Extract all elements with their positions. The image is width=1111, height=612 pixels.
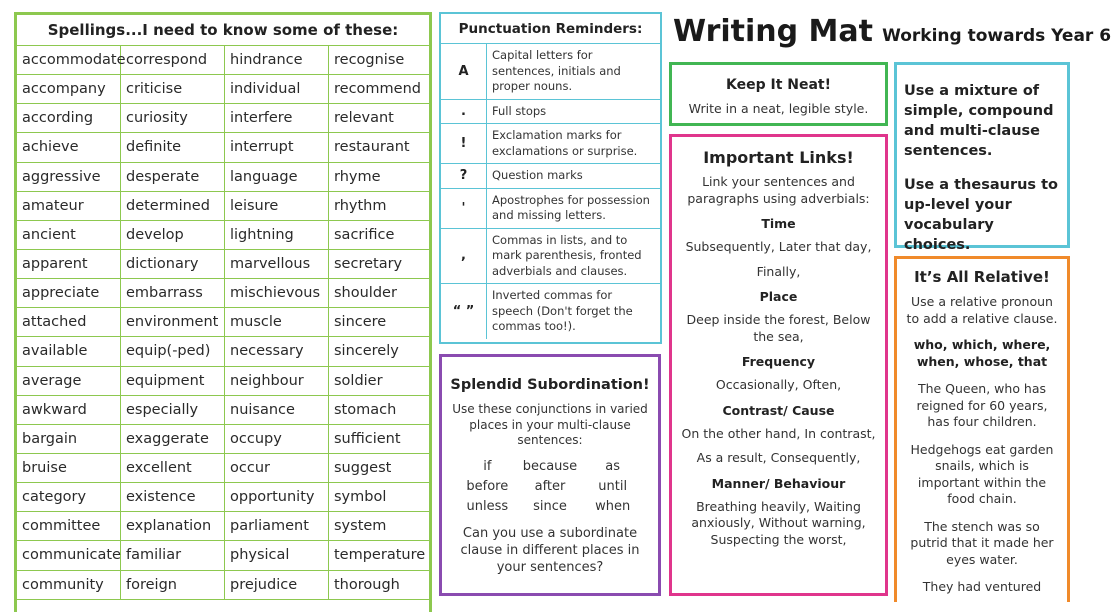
spelling-word: available <box>17 337 121 366</box>
spelling-word: individual <box>225 75 329 104</box>
conjunction-word: until <box>598 478 628 494</box>
spelling-word: prejudice <box>225 571 329 600</box>
spelling-word: shoulder <box>329 279 429 308</box>
spelling-word: develop <box>121 221 225 250</box>
adverbial-heading: Place <box>759 289 798 304</box>
punctuation-description: Exclamation marks for exclamations or surprise. <box>492 128 638 158</box>
spelling-word: suggest <box>329 454 429 483</box>
conjunction-word: unless <box>466 498 509 514</box>
spelling-word: achieve <box>17 133 121 162</box>
adverbial-examples: As a result, Consequently, <box>696 450 861 465</box>
spelling-word: hindrance <box>225 46 329 75</box>
spelling-word: embarrass <box>121 279 225 308</box>
punctuation-symbol: ' <box>441 189 487 228</box>
punctuation-row <box>441 189 660 229</box>
conjunction-word: after <box>534 478 566 494</box>
thesaurus-tip: Use a thesaurus to up-level your vocabulary choices. <box>904 177 1058 253</box>
spelling-word: recognise <box>329 46 429 75</box>
adverbial-examples: Deep inside the forest, Below the sea, <box>686 312 871 344</box>
spellings-title: Spellings...I need to know some of these: <box>17 15 429 46</box>
relative-panel <box>894 256 1070 602</box>
spelling-word: appreciate <box>17 279 121 308</box>
punctuation-symbol: . <box>441 100 487 124</box>
spelling-word: desperate <box>121 163 225 192</box>
spelling-word: awkward <box>17 396 121 425</box>
relative-pronouns: who, which, where, when, whose, that <box>913 337 1051 369</box>
adverbial-examples: Occasionally, Often, <box>715 377 842 392</box>
spelling-word: ancient <box>17 221 121 250</box>
relative-example: The Queen, who has reigned for 60 years, has four children. <box>916 381 1048 429</box>
spelling-word: nuisance <box>225 396 329 425</box>
relative-examples <box>897 381 1067 596</box>
spelling-word: relevant <box>329 104 429 133</box>
spelling-word: system <box>329 512 429 541</box>
punctuation-symbol: , <box>441 229 487 284</box>
punctuation-table <box>441 44 660 339</box>
links-title: Important Links! <box>703 148 854 167</box>
spelling-word: amateur <box>17 192 121 221</box>
spelling-word: dictionary <box>121 250 225 279</box>
spelling-word: accommodate <box>17 46 121 75</box>
adverbial-heading: Time <box>761 216 796 231</box>
spelling-word: according <box>17 104 121 133</box>
conjunction-word: if <box>483 458 492 474</box>
spelling-word: excellent <box>121 454 225 483</box>
important-links-panel <box>669 134 888 596</box>
adverbial-heading: Frequency <box>741 354 816 369</box>
punctuation-description: Commas in lists, and to mark parenthesis, fronted adverbials and clauses. <box>492 232 642 278</box>
links-intro: Link your sentences and paragraphs using adverbials: <box>687 174 870 206</box>
relative-title: It’s All Relative! <box>914 268 1050 286</box>
spelling-word: marvellous <box>225 250 329 279</box>
adverbial-heading: Manner/ Behaviour <box>711 475 846 491</box>
spelling-word: category <box>17 483 121 512</box>
subordination-panel <box>439 354 661 596</box>
punctuation-description: Inverted commas for speech (Don't forget the commas too!). <box>492 288 633 333</box>
spelling-word: sufficient <box>329 425 429 454</box>
punctuation-row <box>441 229 660 285</box>
conjunction-word: since <box>533 498 567 514</box>
adverbial-heading: Contrast/ Cause <box>722 402 835 418</box>
spelling-word: mischievous <box>225 279 329 308</box>
relative-intro: Use a relative pronoun to add a relative clause. <box>906 294 1058 326</box>
spellings-table <box>17 46 429 600</box>
spelling-word: curiosity <box>121 104 225 133</box>
spelling-word: aggressive <box>17 163 121 192</box>
spelling-word: rhyme <box>329 163 429 192</box>
punctuation-row <box>441 164 660 189</box>
conjunction-list <box>456 459 644 514</box>
adverbial-sections <box>672 216 885 548</box>
subordination-question: Can you use a subordinate clause in different places in your sentences? <box>460 525 640 575</box>
spelling-word: sacrifice <box>329 221 429 250</box>
spelling-word: occur <box>225 454 329 483</box>
spelling-word: secretary <box>329 250 429 279</box>
spelling-word: community <box>17 571 121 600</box>
spelling-word: symbol <box>329 483 429 512</box>
neat-text: Write in a neat, legible style. <box>688 101 869 116</box>
spelling-word: communicate <box>17 541 121 570</box>
mixture-panel <box>894 62 1070 253</box>
spelling-word: criticise <box>121 75 225 104</box>
page-title-main: Writing Mat <box>673 14 873 49</box>
punctuation-panel <box>439 12 662 344</box>
relative-example: The stench was so putrid that it made her eyes water. <box>910 518 1054 567</box>
spelling-word: rhythm <box>329 192 429 221</box>
spelling-word: language <box>225 163 329 192</box>
punctuation-row <box>441 124 660 164</box>
page-title <box>673 14 1111 49</box>
mixture-tip: Use a mixture of simple, compound and multi-clause sentences. <box>904 83 1054 159</box>
spelling-word: restaurant <box>329 133 429 162</box>
punctuation-symbol: A <box>441 44 487 99</box>
spelling-word: occupy <box>225 425 329 454</box>
spelling-word: recommend <box>329 75 429 104</box>
adverbial-examples: On the other hand, In contrast, <box>681 425 876 441</box>
subordination-intro: Use these conjunctions in varied places in your multi-clause sentences: <box>452 402 648 447</box>
spelling-word: muscle <box>225 308 329 337</box>
punctuation-description: Full stops <box>492 103 547 118</box>
relative-example: Hedgehogs eat garden snails, which is important within the food chain. <box>910 441 1054 506</box>
punctuation-symbol: ? <box>441 164 487 188</box>
spelling-word: interfere <box>225 104 329 133</box>
spelling-word: neighbour <box>225 367 329 396</box>
spelling-word: bargain <box>17 425 121 454</box>
punctuation-row <box>441 100 660 125</box>
spelling-word: environment <box>121 308 225 337</box>
punctuation-symbol: “ ” <box>441 284 487 339</box>
spelling-word: especially <box>121 396 225 425</box>
adverbial-examples: Finally, <box>756 263 801 279</box>
adverbial-examples: Breathing heavily, Waiting anxiously, Without warning, Suspecting the worst, <box>691 498 866 547</box>
punctuation-symbol: ! <box>441 124 487 163</box>
spelling-word: attached <box>17 308 121 337</box>
punctuation-description: Capital letters for sentences, initials and proper nouns. <box>492 48 621 93</box>
spelling-word: exaggerate <box>121 425 225 454</box>
spelling-word: foreign <box>121 571 225 600</box>
punctuation-row <box>441 284 660 339</box>
spelling-word: correspond <box>121 46 225 75</box>
spelling-word: committee <box>17 512 121 541</box>
spelling-word: definite <box>121 133 225 162</box>
spelling-word: familiar <box>121 541 225 570</box>
spelling-word: accompany <box>17 75 121 104</box>
spelling-word: lightning <box>225 221 329 250</box>
subordination-title: Splendid Subordination! <box>450 377 650 393</box>
spelling-word: determined <box>121 192 225 221</box>
spelling-word: sincere <box>329 308 429 337</box>
conjunction-word: as <box>605 458 621 474</box>
spellings-panel <box>14 12 432 612</box>
page-subtitle: Working towards Year 6 <box>882 26 1111 46</box>
spelling-word: existence <box>121 483 225 512</box>
spelling-word: bruise <box>17 454 121 483</box>
spelling-word: average <box>17 367 121 396</box>
spelling-word: temperature <box>329 541 429 570</box>
conjunction-word: before <box>466 478 509 494</box>
conjunction-word: because <box>522 458 578 474</box>
spelling-word: equip(-ped) <box>121 337 225 366</box>
punctuation-row <box>441 44 660 100</box>
punctuation-title: Punctuation Reminders: <box>441 14 660 44</box>
spelling-word: sincerely <box>329 337 429 366</box>
punctuation-description: Question marks <box>492 168 583 182</box>
spelling-word: interrupt <box>225 133 329 162</box>
keep-it-neat-panel <box>669 62 888 126</box>
adverbial-examples: Subsequently, Later that day, <box>685 239 872 254</box>
spelling-word: apparent <box>17 250 121 279</box>
spelling-word: explanation <box>121 512 225 541</box>
spelling-word: physical <box>225 541 329 570</box>
spelling-word: leisure <box>225 192 329 221</box>
spelling-word: soldier <box>329 367 429 396</box>
spelling-word: necessary <box>225 337 329 366</box>
relative-example: They had ventured <box>922 579 1042 594</box>
spelling-word: opportunity <box>225 483 329 512</box>
spelling-word: parliament <box>225 512 329 541</box>
spelling-word: equipment <box>121 367 225 396</box>
neat-title: Keep It Neat! <box>726 77 831 93</box>
punctuation-description: Apostrophes for possession and missing letters. <box>492 192 650 222</box>
spelling-word: thorough <box>329 571 429 600</box>
spelling-word: stomach <box>329 396 429 425</box>
conjunction-word: when <box>595 498 631 514</box>
